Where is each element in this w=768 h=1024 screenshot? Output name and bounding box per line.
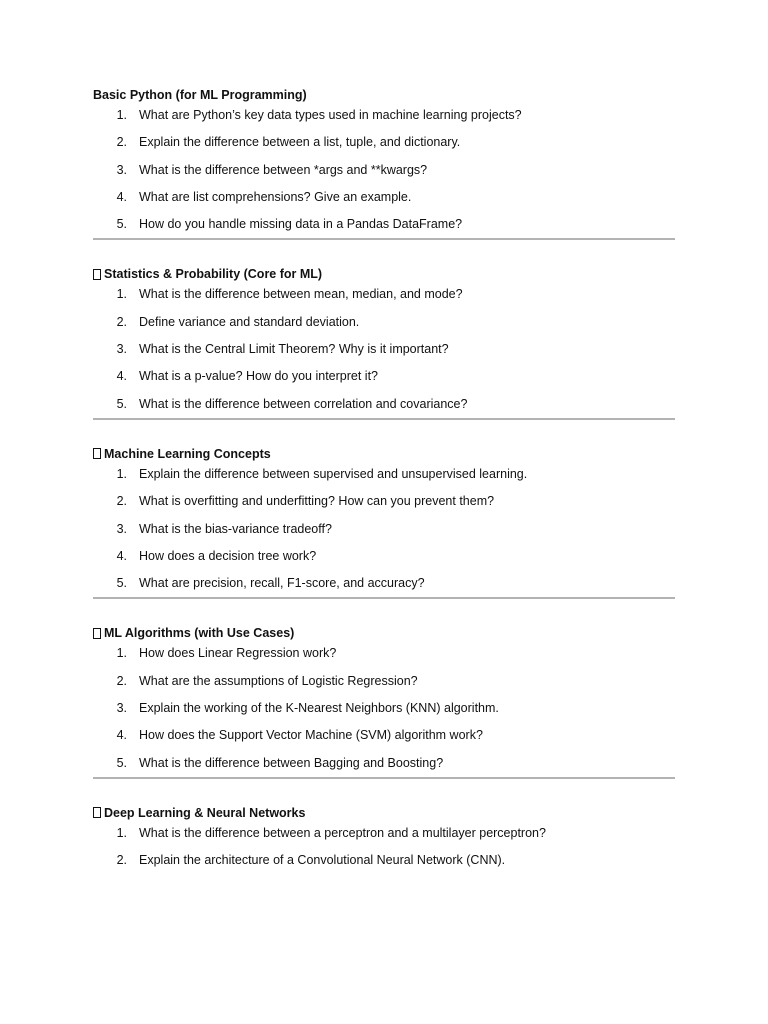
question-text: What are list comprehensions? Give an example. — [139, 189, 412, 204]
question-text: What are precision, recall, F1-score, and accuracy? — [139, 576, 425, 591]
missing-glyph-box-icon — [93, 269, 101, 280]
list-number: 1. — [116, 108, 127, 122]
question-text: What is the difference between Bagging and Boosting? — [139, 755, 444, 770]
list-item — [93, 314, 675, 341]
list-number: 3. — [116, 342, 127, 357]
list-number: 1. — [116, 466, 127, 481]
list-number: 1. — [116, 646, 127, 661]
list-item — [93, 107, 675, 134]
list-number: 2. — [116, 314, 127, 329]
list-item — [93, 852, 675, 879]
list-number: 5. — [116, 396, 127, 411]
section-heading-text: Deep Learning & Neural Networks — [104, 805, 306, 820]
question-text: How does a decision tree work? — [139, 548, 317, 563]
list-number: 4. — [116, 548, 127, 563]
list-item — [93, 548, 675, 575]
section-heading — [93, 625, 675, 641]
list-item — [93, 134, 675, 161]
list-item — [93, 645, 675, 672]
question-text: How does Linear Regression work? — [139, 646, 337, 661]
section-heading — [93, 266, 675, 282]
list-number: 5. — [116, 576, 127, 591]
question-text: Explain the working of the K-Nearest Neighbors (KNN) algorithm. — [139, 701, 499, 716]
section-statistics-probability — [93, 266, 675, 422]
section-heading-text: ML Algorithms (with Use Cases) — [104, 626, 295, 641]
section-heading-text: Basic Python (for ML Programming) — [93, 88, 307, 102]
question-list — [93, 645, 675, 781]
list-number: 1. — [116, 825, 127, 840]
question-text: What is the difference between a perceptron and a multilayer perceptron? — [139, 825, 546, 840]
list-number: 5. — [116, 755, 127, 770]
missing-glyph-box-icon — [93, 807, 101, 818]
question-list — [93, 107, 675, 243]
question-text: What is the difference between correlation and covariance? — [139, 396, 468, 411]
list-number: 3. — [116, 521, 127, 536]
missing-glyph-box-icon — [93, 448, 101, 459]
list-item — [93, 755, 675, 782]
list-item — [93, 216, 675, 243]
list-item — [93, 341, 675, 368]
question-text: What are the assumptions of Logistic Regression? — [139, 673, 418, 688]
question-text: Explain the difference between supervised and unsupervised learning. — [139, 466, 528, 481]
question-text: Define variance and standard deviation. — [139, 314, 360, 329]
section-basic-python — [93, 87, 675, 243]
section-ml-concepts — [93, 446, 675, 602]
question-list — [93, 286, 675, 422]
list-number: 2. — [116, 135, 127, 150]
section-heading-text: Machine Learning Concepts — [104, 446, 271, 461]
list-item — [93, 493, 675, 520]
question-list — [93, 825, 675, 880]
missing-glyph-box-icon — [93, 628, 101, 639]
question-text: What is the bias-variance tradeoff? — [139, 521, 332, 536]
list-item — [93, 466, 675, 493]
section-heading-text: Statistics & Probability (Core for ML) — [104, 267, 323, 282]
list-item — [93, 521, 675, 548]
list-number: 3. — [116, 162, 127, 177]
list-number: 2. — [116, 853, 127, 868]
list-item — [93, 673, 675, 700]
section-heading — [93, 87, 675, 103]
list-number: 3. — [116, 701, 127, 716]
list-item — [93, 727, 675, 754]
list-item — [93, 575, 675, 602]
question-text: What is the difference between mean, median, and mode? — [139, 287, 463, 302]
question-text: Explain the architecture of a Convolutional Neural Network (CNN). — [139, 853, 506, 868]
section-heading — [93, 805, 675, 821]
question-text: Explain the difference between a list, tuple, and dictionary. — [139, 135, 461, 150]
question-text: What is the difference between *args and **kwargs? — [139, 162, 428, 177]
list-item — [93, 396, 675, 423]
question-list — [93, 466, 675, 602]
question-text: What is overfitting and underfitting? How can you prevent them? — [139, 494, 495, 509]
list-number: 2. — [116, 673, 127, 688]
list-number: 4. — [116, 189, 127, 204]
list-number: 4. — [116, 728, 127, 743]
list-number: 2. — [116, 494, 127, 509]
list-item — [93, 162, 675, 189]
list-item — [93, 700, 675, 727]
question-text: What is the Central Limit Theorem? Why is it important? — [139, 342, 449, 357]
list-item — [93, 189, 675, 216]
question-text: What is a p-value? How do you interpret it? — [139, 369, 379, 384]
list-item — [93, 825, 675, 852]
list-item — [93, 286, 675, 313]
list-number: 4. — [116, 369, 127, 384]
question-text: How does the Support Vector Machine (SVM) algorithm work? — [139, 728, 483, 743]
section-ml-algorithms — [93, 625, 675, 781]
document-content — [93, 87, 675, 880]
list-item — [93, 368, 675, 395]
section-deep-learning — [93, 805, 675, 880]
question-text: How do you handle missing data in a Pandas DataFrame? — [139, 217, 463, 232]
question-text: What are Python’s key data types used in machine learning projects? — [139, 108, 522, 122]
list-number: 5. — [116, 217, 127, 232]
section-heading — [93, 446, 675, 462]
list-number: 1. — [116, 287, 127, 302]
